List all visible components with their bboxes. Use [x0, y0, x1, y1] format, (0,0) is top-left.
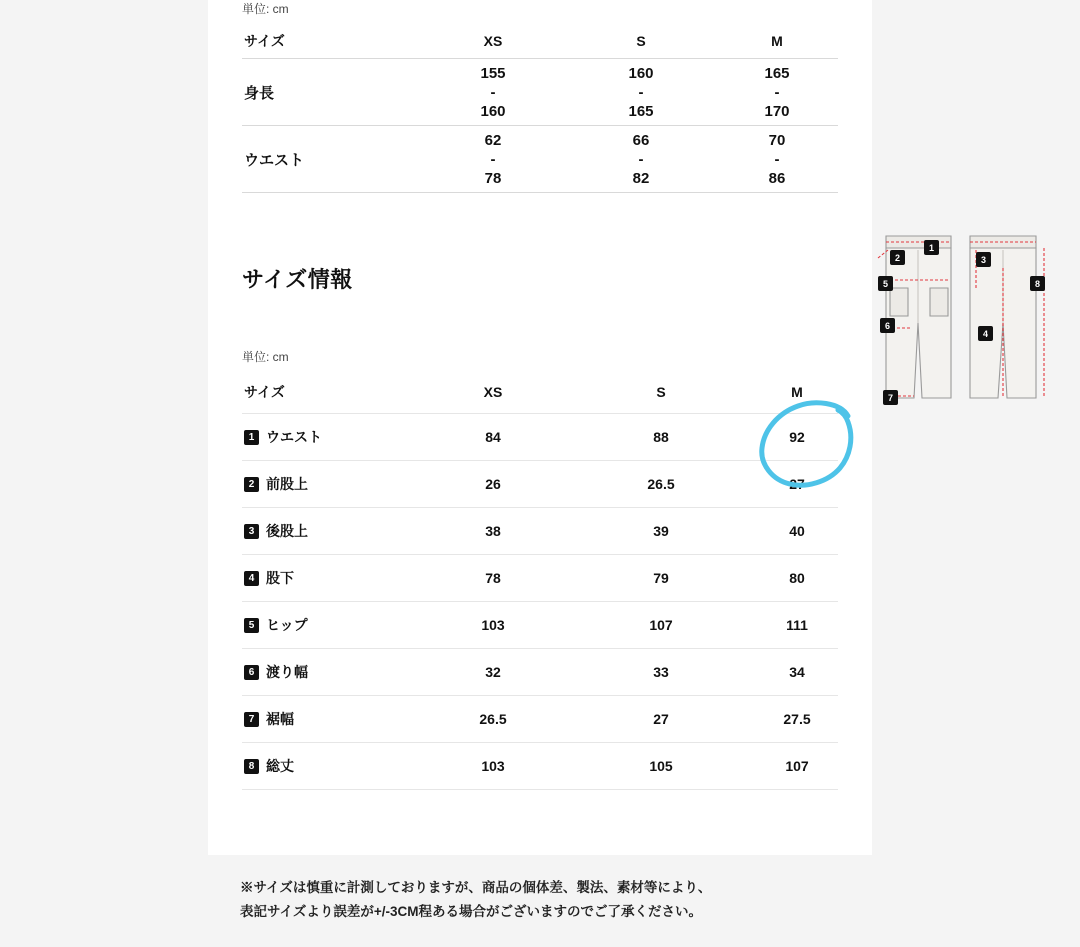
unit-label-main: 単位: cm	[242, 350, 289, 364]
cell-waist-xs: 62 - 78	[420, 126, 566, 193]
callout-badge-3: 3	[244, 524, 259, 539]
svg-text:7: 7	[887, 393, 894, 403]
cell-xs: 26	[420, 461, 566, 508]
table-row	[242, 371, 838, 414]
table-row	[242, 743, 838, 790]
svg-text:1: 1	[928, 243, 935, 253]
cell-xs: 32	[420, 649, 566, 696]
cell-xs: 84	[420, 414, 566, 461]
measurement-table	[242, 371, 838, 790]
row-label-front-rise: 2 前股上	[242, 461, 420, 508]
column-header-size: サイズ	[242, 23, 420, 59]
table-row	[242, 555, 838, 602]
page-margin-right	[872, 0, 1080, 947]
disclaimer-note	[240, 876, 711, 923]
column-header-s: S	[566, 371, 756, 414]
cell-m: 40	[756, 508, 838, 555]
cell-s: 33	[566, 649, 756, 696]
column-header-m: M	[756, 371, 838, 414]
note-line-1: ※サイズは慎重に計測しておりますが、商品の個体差、製法、素材等により、	[240, 880, 712, 895]
cell-height-s: 160 - 165	[566, 59, 716, 126]
cell-s: 39	[566, 508, 756, 555]
table-row	[242, 649, 838, 696]
cell-s: 79	[566, 555, 756, 602]
cell-m: 92	[756, 414, 838, 461]
cell-s: 26.5	[566, 461, 756, 508]
garment-diagram	[848, 228, 1073, 408]
callout-badge-2: 2	[244, 477, 259, 492]
cell-m: 80	[756, 555, 838, 602]
cell-m: 27.5	[756, 696, 838, 743]
callout-badge-6: 6	[244, 665, 259, 680]
callout-badge-7: 7	[244, 712, 259, 727]
svg-text:4: 4	[982, 329, 989, 339]
svg-text:3: 3	[980, 255, 987, 265]
cell-xs: 103	[420, 743, 566, 790]
cell-height-m: 165 - 170	[716, 59, 838, 126]
column-header-s: S	[566, 23, 716, 59]
column-header-m: M	[716, 23, 838, 59]
row-label-back-rise: 3 後股上	[242, 508, 420, 555]
cell-xs: 26.5	[420, 696, 566, 743]
table-row	[242, 461, 838, 508]
row-label-inseam: 4 股下	[242, 555, 420, 602]
callout-badge-5: 5	[244, 618, 259, 633]
table-row	[242, 414, 838, 461]
cell-waist-m: 70 - 86	[716, 126, 838, 193]
note-line-2: 表記サイズより誤差が+/-3CM程ある場合がございますのでご了承ください。	[240, 903, 703, 919]
row-label-hem: 7 裾幅	[242, 696, 420, 743]
cell-m: 107	[756, 743, 838, 790]
table-row	[242, 59, 838, 126]
cell-m: 34	[756, 649, 838, 696]
table-row	[242, 602, 838, 649]
table-row	[242, 508, 838, 555]
page-margin-left	[0, 0, 208, 947]
column-header-xs: XS	[420, 371, 566, 414]
cell-s: 107	[566, 602, 756, 649]
body-size-table	[242, 23, 838, 193]
column-header-xs: XS	[420, 23, 566, 59]
unit-label-top: 単位: cm	[242, 2, 289, 16]
page-title: サイズ情報	[242, 267, 353, 292]
callout-badge-1: 1	[244, 430, 259, 445]
row-label-hip: 5 ヒップ	[242, 602, 420, 649]
row-label-total-length: 8 総丈	[242, 743, 420, 790]
svg-text:8: 8	[1034, 279, 1041, 289]
cell-s: 88	[566, 414, 756, 461]
callout-badge-8: 8	[244, 759, 259, 774]
size-chart-document	[208, 0, 1041, 855]
cell-height-xs: 155 - 160	[420, 59, 566, 126]
cell-xs: 38	[420, 508, 566, 555]
cell-s: 105	[566, 743, 756, 790]
callout-badge-4: 4	[244, 571, 259, 586]
table-row	[242, 23, 838, 59]
row-label-waist: 1 ウエスト	[242, 414, 420, 461]
table-row	[242, 696, 838, 743]
cell-m: 111	[756, 602, 838, 649]
cell-xs: 78	[420, 555, 566, 602]
table-row	[242, 126, 838, 193]
row-label-thigh: 6 渡り幅	[242, 649, 420, 696]
cell-m: 27	[756, 461, 838, 508]
svg-text:2: 2	[894, 253, 901, 263]
row-label-height: 身長	[242, 59, 420, 126]
svg-text:6: 6	[884, 321, 891, 331]
cell-s: 27	[566, 696, 756, 743]
cell-xs: 103	[420, 602, 566, 649]
column-header-size: サイズ	[242, 371, 420, 414]
svg-text:5: 5	[882, 279, 889, 289]
cell-waist-s: 66 - 82	[566, 126, 716, 193]
row-label-waist: ウエスト	[242, 126, 420, 193]
